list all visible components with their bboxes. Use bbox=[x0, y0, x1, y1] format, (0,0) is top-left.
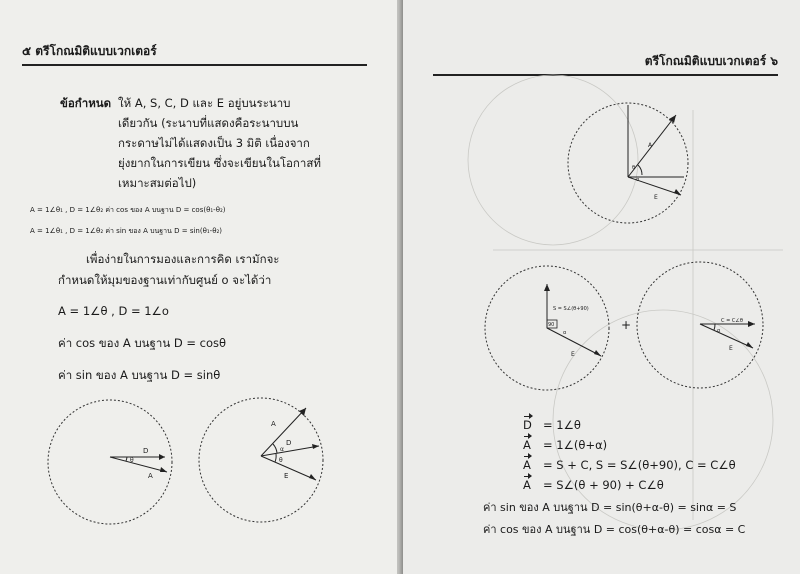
vector-E-arrowhead bbox=[746, 342, 753, 348]
plus-sign: + bbox=[621, 318, 632, 332]
label-alpha: α bbox=[563, 330, 567, 336]
label-90: 90 bbox=[548, 322, 555, 328]
vector-A-arrowhead bbox=[669, 115, 676, 123]
vector-E-arrowhead bbox=[309, 474, 316, 480]
vector-S-arrowhead bbox=[544, 284, 550, 291]
label-theta: θ bbox=[130, 457, 134, 464]
label-S: S = S∠(θ+90) bbox=[553, 306, 589, 312]
vector-E-arrow bbox=[261, 456, 316, 480]
label-A: A bbox=[148, 472, 153, 480]
given-line-2: เดียวกัน (ระนาบที่แสดงคือระนาบบน bbox=[118, 116, 299, 130]
label-alpha: α bbox=[280, 446, 284, 453]
given-line-5: เหมาะสมต่อไป) bbox=[118, 176, 197, 190]
label-E: E bbox=[571, 351, 575, 358]
vector-A-symbol: A bbox=[523, 438, 531, 452]
equation-cos-theta: ค่า cos ของ A บนฐาน D = cosθ bbox=[58, 336, 227, 350]
unit-circle bbox=[199, 398, 323, 522]
simplify-line-2: กำหนดให้มุมของฐานเท่ากับศูนย์ o จะได้ว่า bbox=[58, 273, 272, 287]
cosine-component-diagram bbox=[635, 260, 765, 390]
label-alpha: α bbox=[717, 328, 721, 334]
right-page bbox=[403, 0, 800, 574]
simplify-line-1: เพื่อง่ายในการมองและการคิด เรามักจะ bbox=[86, 252, 280, 266]
result-cos: ค่า cos ของ A บนฐาน D = cos(θ+α-θ) = cosα = C bbox=[483, 523, 746, 536]
vector-D-arrowhead bbox=[159, 454, 165, 460]
equation-A1-rhs: = 1∠(θ+α) bbox=[543, 438, 608, 452]
vector-A-arrowhead bbox=[160, 467, 167, 472]
left-page bbox=[0, 0, 397, 574]
label-C: C = C∠θ bbox=[721, 318, 743, 324]
vector-E-arrow bbox=[700, 324, 753, 348]
given-label: ข้อกำหนด bbox=[60, 96, 112, 110]
vector-E-arrowhead bbox=[594, 350, 601, 356]
vector-A-symbol: A bbox=[523, 478, 531, 492]
equation-D-lhs bbox=[523, 418, 532, 432]
label-A: A bbox=[271, 420, 276, 428]
vector-C-arrowhead bbox=[748, 321, 755, 327]
left-page-header: ๕ ตรีโกณมิติแบบเวกเตอร์ bbox=[22, 42, 367, 66]
small-equation-sin: A = 1∠θ₁ , D = 1∠θ₂ ค่า sin ของ A บนฐาน D = sin(θ₁-θ₂) bbox=[30, 227, 223, 235]
angle-alpha-arc bbox=[273, 444, 277, 453]
vector-A-symbol: A bbox=[523, 458, 531, 472]
angle-alpha-arc bbox=[638, 165, 642, 175]
result-sin: ค่า sin ของ A บนฐาน D = sin(θ+α-θ) = sinα = S bbox=[483, 501, 737, 514]
equation-A2-lhs bbox=[523, 458, 531, 472]
equation-A3-rhs: = S∠(θ + 90) + C∠θ bbox=[543, 478, 664, 492]
right-page-header: ตรีโกณมิติแบบเวกเตอร์ ๖ bbox=[433, 52, 778, 76]
unit-circle bbox=[48, 400, 172, 524]
equation-A1-lhs bbox=[523, 438, 531, 452]
top-vector-diagram bbox=[566, 105, 692, 225]
label-D: D bbox=[286, 439, 292, 447]
angle-theta-arc bbox=[126, 457, 127, 461]
equation-D-rhs: = 1∠θ bbox=[543, 418, 581, 432]
small-equation-cos: A = 1∠θ₁ , D = 1∠θ₂ ค่า cos ของ A บนฐาน D = cos(θ₁-θ₂) bbox=[30, 206, 226, 214]
label-D: D bbox=[143, 447, 149, 455]
angle-alpha-arc bbox=[714, 324, 715, 330]
label-A: A bbox=[648, 142, 653, 149]
label-alpha: α bbox=[636, 177, 640, 183]
unit-circle-diagram-1 bbox=[45, 400, 185, 530]
given-line-3: กระดาษไม่ได้แสดงเป็น 3 มิติ เนื่องจาก bbox=[118, 136, 310, 150]
angle-theta-arc bbox=[275, 454, 276, 462]
unit-circle-diagram-2 bbox=[198, 398, 328, 528]
label-E: E bbox=[729, 345, 733, 352]
label-theta: θ bbox=[279, 457, 283, 464]
given-line-1: ให้ A, S, C, D และ E อยู่บนระนาบ bbox=[118, 96, 291, 110]
vector-D-symbol: D bbox=[523, 418, 532, 432]
label-E: E bbox=[284, 472, 289, 480]
equation-A3-lhs bbox=[523, 478, 531, 492]
circle bbox=[637, 262, 763, 388]
equation-A2-rhs: = S + C, S = S∠(θ+90), C = C∠θ bbox=[543, 458, 736, 472]
given-line-4: ยุ่งยากในการเขียน ซึ่งจะเขียนในโอกาสที่ bbox=[118, 156, 321, 170]
label-E: E bbox=[654, 194, 658, 201]
vector-D-arrowhead bbox=[312, 444, 319, 449]
vector-A-arrow bbox=[110, 457, 167, 472]
equation-sin-theta: ค่า sin ของ A บนฐาน D = sinθ bbox=[58, 368, 221, 382]
label-theta: θ bbox=[632, 165, 636, 171]
sine-component-diagram bbox=[483, 264, 611, 392]
equation-A-D: A = 1∠θ , D = 1∠o bbox=[58, 304, 169, 318]
vector-D-arrow bbox=[261, 446, 319, 456]
